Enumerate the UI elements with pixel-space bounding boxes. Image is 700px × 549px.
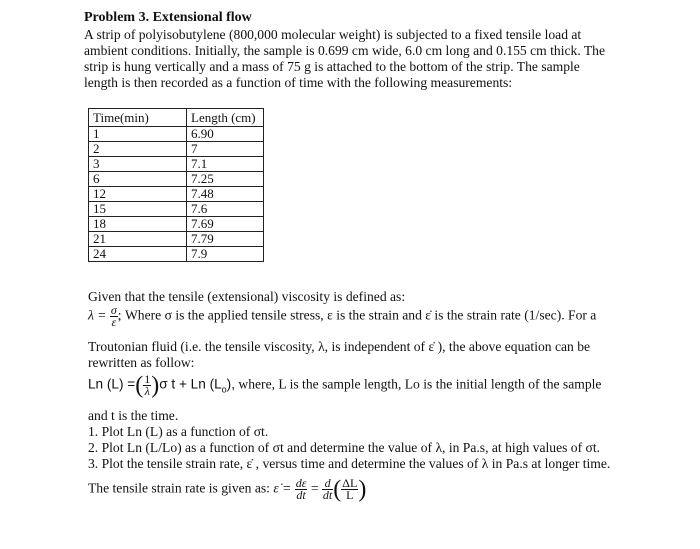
eq1-denominator: ε̇ — [111, 315, 117, 329]
eq3-numerator-2: d — [322, 478, 333, 490]
table-row — [89, 247, 264, 262]
cell-length: 7.6 — [187, 202, 264, 217]
cell-time: 24 — [89, 247, 187, 262]
eq2-mid: σ t + Ln (L — [159, 376, 222, 392]
cell-time: 6 — [89, 172, 187, 187]
eq1-text: ; Where σ is the applied tensile stress, ε is the strain and ε̇ is the strain rate (1/sec). For a — [117, 307, 597, 323]
eq3-paren-right: ) — [358, 476, 367, 503]
cell-time: 1 — [89, 127, 187, 142]
task-3: 3. Plot the tensile strain rate, ε̇ , versus time and determine the values of λ in Pa.s at longer time. — [88, 456, 611, 471]
intro-line-3: strip is hung vertically and a mass of 75 g is attached to the bottom of the strip. The sample — [84, 59, 580, 74]
eq3-fraction-2 — [322, 478, 333, 501]
cell-length: 7.69 — [187, 217, 264, 232]
column-header-time: Time(min) — [89, 109, 187, 127]
eq3-lhs: ε̇ = — [273, 480, 292, 496]
eq3-fraction-1 — [295, 478, 308, 501]
problem-title: Problem 3. Extensional flow — [84, 10, 252, 25]
task-2: 2. Plot Ln (L/Lo) as a function of σt and determine the value of λ, in Pa.s, at high values of σt. — [88, 440, 601, 455]
trouton-line-1: Troutonian fluid (i.e. the tensile viscosity, λ, is independent of ε̇ ), the above equation can be — [88, 339, 591, 354]
eq2-paren-left: ( — [135, 372, 144, 399]
measurements-table — [88, 108, 264, 262]
cell-length: 6.90 — [187, 127, 264, 142]
cell-time: 2 — [89, 142, 187, 157]
intro-line-1: A strip of polyisobutylene (800,000 molecular weight) is subjected to a fixed tensile load at — [84, 27, 582, 42]
eq2-lhs: Ln (L) = — [88, 376, 136, 392]
cell-time: 12 — [89, 187, 187, 202]
eq1-numerator: σ — [110, 303, 117, 317]
eq1-lhs: λ = — [88, 307, 107, 323]
eq3-numerator-1: dε — [295, 476, 307, 490]
eq1-fraction — [110, 305, 118, 328]
eq2-denominator: λ — [144, 384, 150, 398]
eq3-equals: = — [310, 480, 319, 496]
table-row — [89, 187, 264, 202]
table-row — [89, 142, 264, 157]
ln-equation — [88, 374, 601, 397]
cell-time: 3 — [89, 157, 187, 172]
cell-time: 21 — [89, 232, 187, 247]
cell-length: 7.79 — [187, 232, 264, 247]
eq3-denominator-2: dt — [322, 488, 333, 502]
table-row — [89, 172, 264, 187]
cell-length: 7.48 — [187, 187, 264, 202]
intro-line-4: length is then recorded as a function of time with the following measurements: — [84, 75, 513, 90]
eq2-text: where, L is the sample length, Lo is the initial length of the sample — [238, 376, 602, 392]
eq3-numerator-3: ΔL — [342, 476, 358, 490]
task-1: 1. Plot Ln (L) as a function of σt. — [88, 424, 269, 439]
cell-length: 7.25 — [187, 172, 264, 187]
eq2-numerator: 1 — [144, 372, 151, 386]
table-row — [89, 127, 264, 142]
eq3-lead: The tensile strain rate is given as: — [88, 480, 270, 496]
given-line: Given that the tensile (extensional) viscosity is defined as: — [88, 289, 406, 304]
eq3-paren-left: ( — [333, 476, 342, 503]
eq3-denominator-3: L — [346, 488, 354, 502]
and-t-line: and t is the time. — [88, 408, 179, 423]
column-header-length: Length (cm) — [187, 109, 264, 127]
table-row — [89, 202, 264, 217]
table-header-row — [89, 109, 264, 127]
eq2-subscript: o — [221, 384, 227, 395]
eq3-fraction-3 — [341, 478, 358, 501]
viscosity-equation — [88, 305, 596, 328]
trouton-line-2: rewritten as follow: — [88, 355, 195, 370]
cell-length: 7.9 — [187, 247, 264, 262]
intro-line-2: ambient conditions. Initially, the sample is 0.699 cm wide, 6.0 cm long and 0.155 cm thick. The — [84, 43, 606, 58]
eq3-denominator-1: dt — [296, 488, 306, 502]
cell-length: 7.1 — [187, 157, 264, 172]
table-row — [89, 157, 264, 172]
cell-time: 15 — [89, 202, 187, 217]
strain-rate-equation — [88, 478, 366, 501]
eq2-end: ), — [226, 376, 235, 392]
cell-time: 18 — [89, 217, 187, 232]
table-row — [89, 217, 264, 232]
cell-length: 7 — [187, 142, 264, 157]
eq2-paren-right: ) — [151, 372, 160, 399]
table-row — [89, 232, 264, 247]
